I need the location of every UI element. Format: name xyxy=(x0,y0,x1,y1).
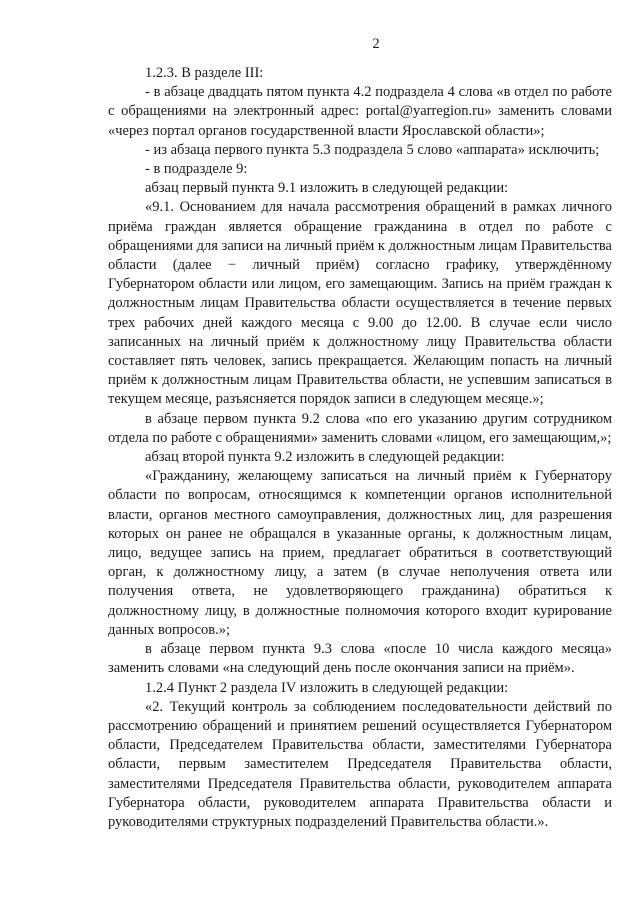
paragraph: «9.1. Основанием для начала рассмотрения обращений в рамках личного приёма граждан является обращение гражданина в отдел по работе с обращениями для записи на личный приём к должностным лицам Правительства области (далее − личный приём) согласно графику, утверждённому Губернатором области или лицом, его замещающим. Запись на приём граждан к должностным лицам Правительства области осуществляется в течение первых трех рабочих дней каждого месяца с 9.00 до 12.00. В случае если число записанных на личный приём к должностному лицу Правительства области составляет пять человек, запись прекращается. Желающим попасть на личный приём к должностным лицам Правительства области, не успевшим записаться в текущем месяце, разъясняется порядок записи в следующем месяце.»; xyxy=(108,199,612,408)
paragraph: 1.2.3. В разделе III: xyxy=(145,65,264,81)
paragraph: в абзаце первом пункта 9.2 слова «по его указанию другим сотрудником отдела по работе с обращениями» заменить словами «лицом, его замещающим,»; xyxy=(108,410,612,446)
document-body xyxy=(108,64,612,832)
paragraph: «2. Текущий контроль за соблюдением последовательности действий по рассмотрению обращений и принятием решений осуществляется Губернатором области, Председателем Правительства области, заместителями Губернатора области, первым заместителем Председателя Правительства области, заместителями Председателя Правительства области, руководителем аппарата Губернатора области, руководителем аппарата Правительства области и руководителями структурных подразделений Правительства области.». xyxy=(108,698,612,830)
page-number: 2 xyxy=(372,36,380,52)
paragraph: в абзаце первом пункта 9.3 слова «после 10 числа каждого месяца» заменить словами «на следующий день после окончания записи на приём». xyxy=(108,641,612,677)
paragraph: абзац первый пункта 9.1 изложить в следующей редакции: xyxy=(145,180,509,197)
paragraph: «Гражданину, желающему записаться на личный приём к Губернатору области по вопросам, относящимся к компетенции органов исполнительной власти, органов местного самоуправления, должностных лиц, для разрешения которых он ранее не обращался в указанные органы, к должностным лицам, лицо, ведущее запись на прием, предлагает обратиться в соответствующий орган, к должностному лицу, а затем (в случае неполучения ответа или получения ответа, не удовлетворяющего гражданина) обратиться к должностному лицу, в должностные полномочия которого входит курирование данных вопросов.»; xyxy=(108,468,612,638)
paragraph: - в абзаце двадцать пятом пункта 4.2 подраздела 4 слова «в отдел по работе с обращениями на электронный адрес: portal@yarregion.ru» заменить словами «через портал органов государственной власти Ярославской области»; xyxy=(108,84,612,139)
paragraph: - в подразделе 9: xyxy=(145,161,248,178)
paragraph: - из абзаца первого пункта 5.3 подраздела 5 слово «аппарата» исключить; xyxy=(145,141,600,158)
paragraph: абзац второй пункта 9.2 изложить в следующей редакции: xyxy=(145,449,505,466)
paragraph: 1.2.4 Пункт 2 раздела IV изложить в следующей редакции: xyxy=(145,679,509,696)
